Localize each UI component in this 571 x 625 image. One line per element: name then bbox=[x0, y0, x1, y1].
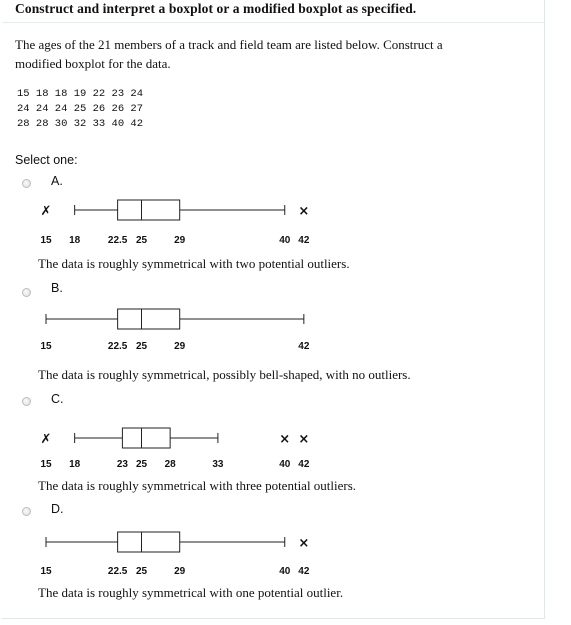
tick-label: 15 bbox=[40, 566, 52, 577]
title-divider bbox=[2, 22, 544, 23]
tick-label: 42 bbox=[298, 459, 310, 470]
option-b-description: The data is roughly symmetrical, possibly bell-shaped, with no outliers. bbox=[38, 367, 411, 382]
tick-label: 25 bbox=[135, 235, 148, 246]
tick-label: 15 bbox=[40, 341, 52, 352]
option-d-boxplot bbox=[2, 518, 362, 578]
tick-label: 40 bbox=[279, 566, 291, 577]
tick-label: 22.5 bbox=[107, 235, 128, 246]
question-prompt: The ages of the 21 members of a track and field team are listed below. Construct a modified boxplot for the data. bbox=[15, 37, 443, 71]
tick-label: 42 bbox=[298, 566, 310, 577]
option-c-radio[interactable] bbox=[22, 397, 31, 406]
option-c-description: The data is roughly symmetrical with three potential outliers. bbox=[38, 478, 357, 493]
data-line-3: 28 28 30 32 33 40 42 bbox=[17, 118, 144, 130]
tick-label: 40 bbox=[279, 235, 291, 246]
tick-label: 28 bbox=[164, 459, 176, 470]
tick-label: 33 bbox=[212, 459, 224, 470]
tick-label: 25 bbox=[135, 459, 148, 470]
option-a-description: The data is roughly symmetrical with two potential outliers. bbox=[38, 256, 350, 271]
select-one-label: Select one: bbox=[15, 153, 78, 167]
question-panel bbox=[2, 0, 545, 619]
outlier-marker: × bbox=[279, 432, 291, 447]
outlier-marker: × bbox=[298, 204, 310, 219]
tick-label: 29 bbox=[174, 341, 186, 352]
outlier-marker: × bbox=[298, 536, 310, 551]
outlier-marker: ✗ bbox=[40, 432, 52, 447]
option-a-radio[interactable] bbox=[22, 179, 31, 188]
option-d-letter: D. bbox=[51, 502, 64, 516]
iqr-box bbox=[118, 532, 180, 552]
tick-label: 23 bbox=[116, 459, 128, 470]
tick-label: 15 bbox=[40, 459, 52, 470]
iqr-box bbox=[122, 428, 170, 448]
data-line-1: 15 18 18 19 22 23 24 bbox=[17, 88, 144, 100]
tick-label: 42 bbox=[298, 235, 310, 246]
outlier-marker: × bbox=[298, 432, 310, 447]
option-d-radio[interactable] bbox=[22, 507, 31, 516]
tick-label: 29 bbox=[174, 235, 186, 246]
option-b-letter: B. bbox=[51, 281, 63, 295]
iqr-box bbox=[118, 200, 180, 220]
option-a-letter: A. bbox=[51, 174, 63, 188]
tick-label: 18 bbox=[69, 459, 81, 470]
tick-label: 15 bbox=[40, 235, 52, 246]
question-title: Construct and interpret a boxplot or a modified boxplot as specified. bbox=[15, 1, 417, 16]
option-c-boxplot bbox=[2, 418, 362, 473]
option-b-boxplot bbox=[2, 298, 362, 358]
tick-label: 22.5 bbox=[107, 566, 128, 577]
option-c-letter: C. bbox=[51, 392, 64, 406]
tick-label: 25 bbox=[135, 341, 148, 352]
tick-label: 29 bbox=[174, 566, 186, 577]
iqr-box bbox=[118, 309, 180, 329]
tick-label: 25 bbox=[135, 566, 148, 577]
tick-label: 42 bbox=[298, 341, 310, 352]
data-line-2: 24 24 24 25 26 26 27 bbox=[17, 103, 144, 115]
option-b-radio[interactable] bbox=[22, 288, 31, 297]
tick-label: 22.5 bbox=[107, 341, 128, 352]
tick-label: 40 bbox=[279, 459, 291, 470]
tick-label: 18 bbox=[69, 235, 81, 246]
option-a-boxplot bbox=[2, 195, 362, 250]
outlier-marker: ✗ bbox=[40, 204, 52, 219]
option-d-description: The data is roughly symmetrical with one potential outlier. bbox=[38, 585, 344, 600]
